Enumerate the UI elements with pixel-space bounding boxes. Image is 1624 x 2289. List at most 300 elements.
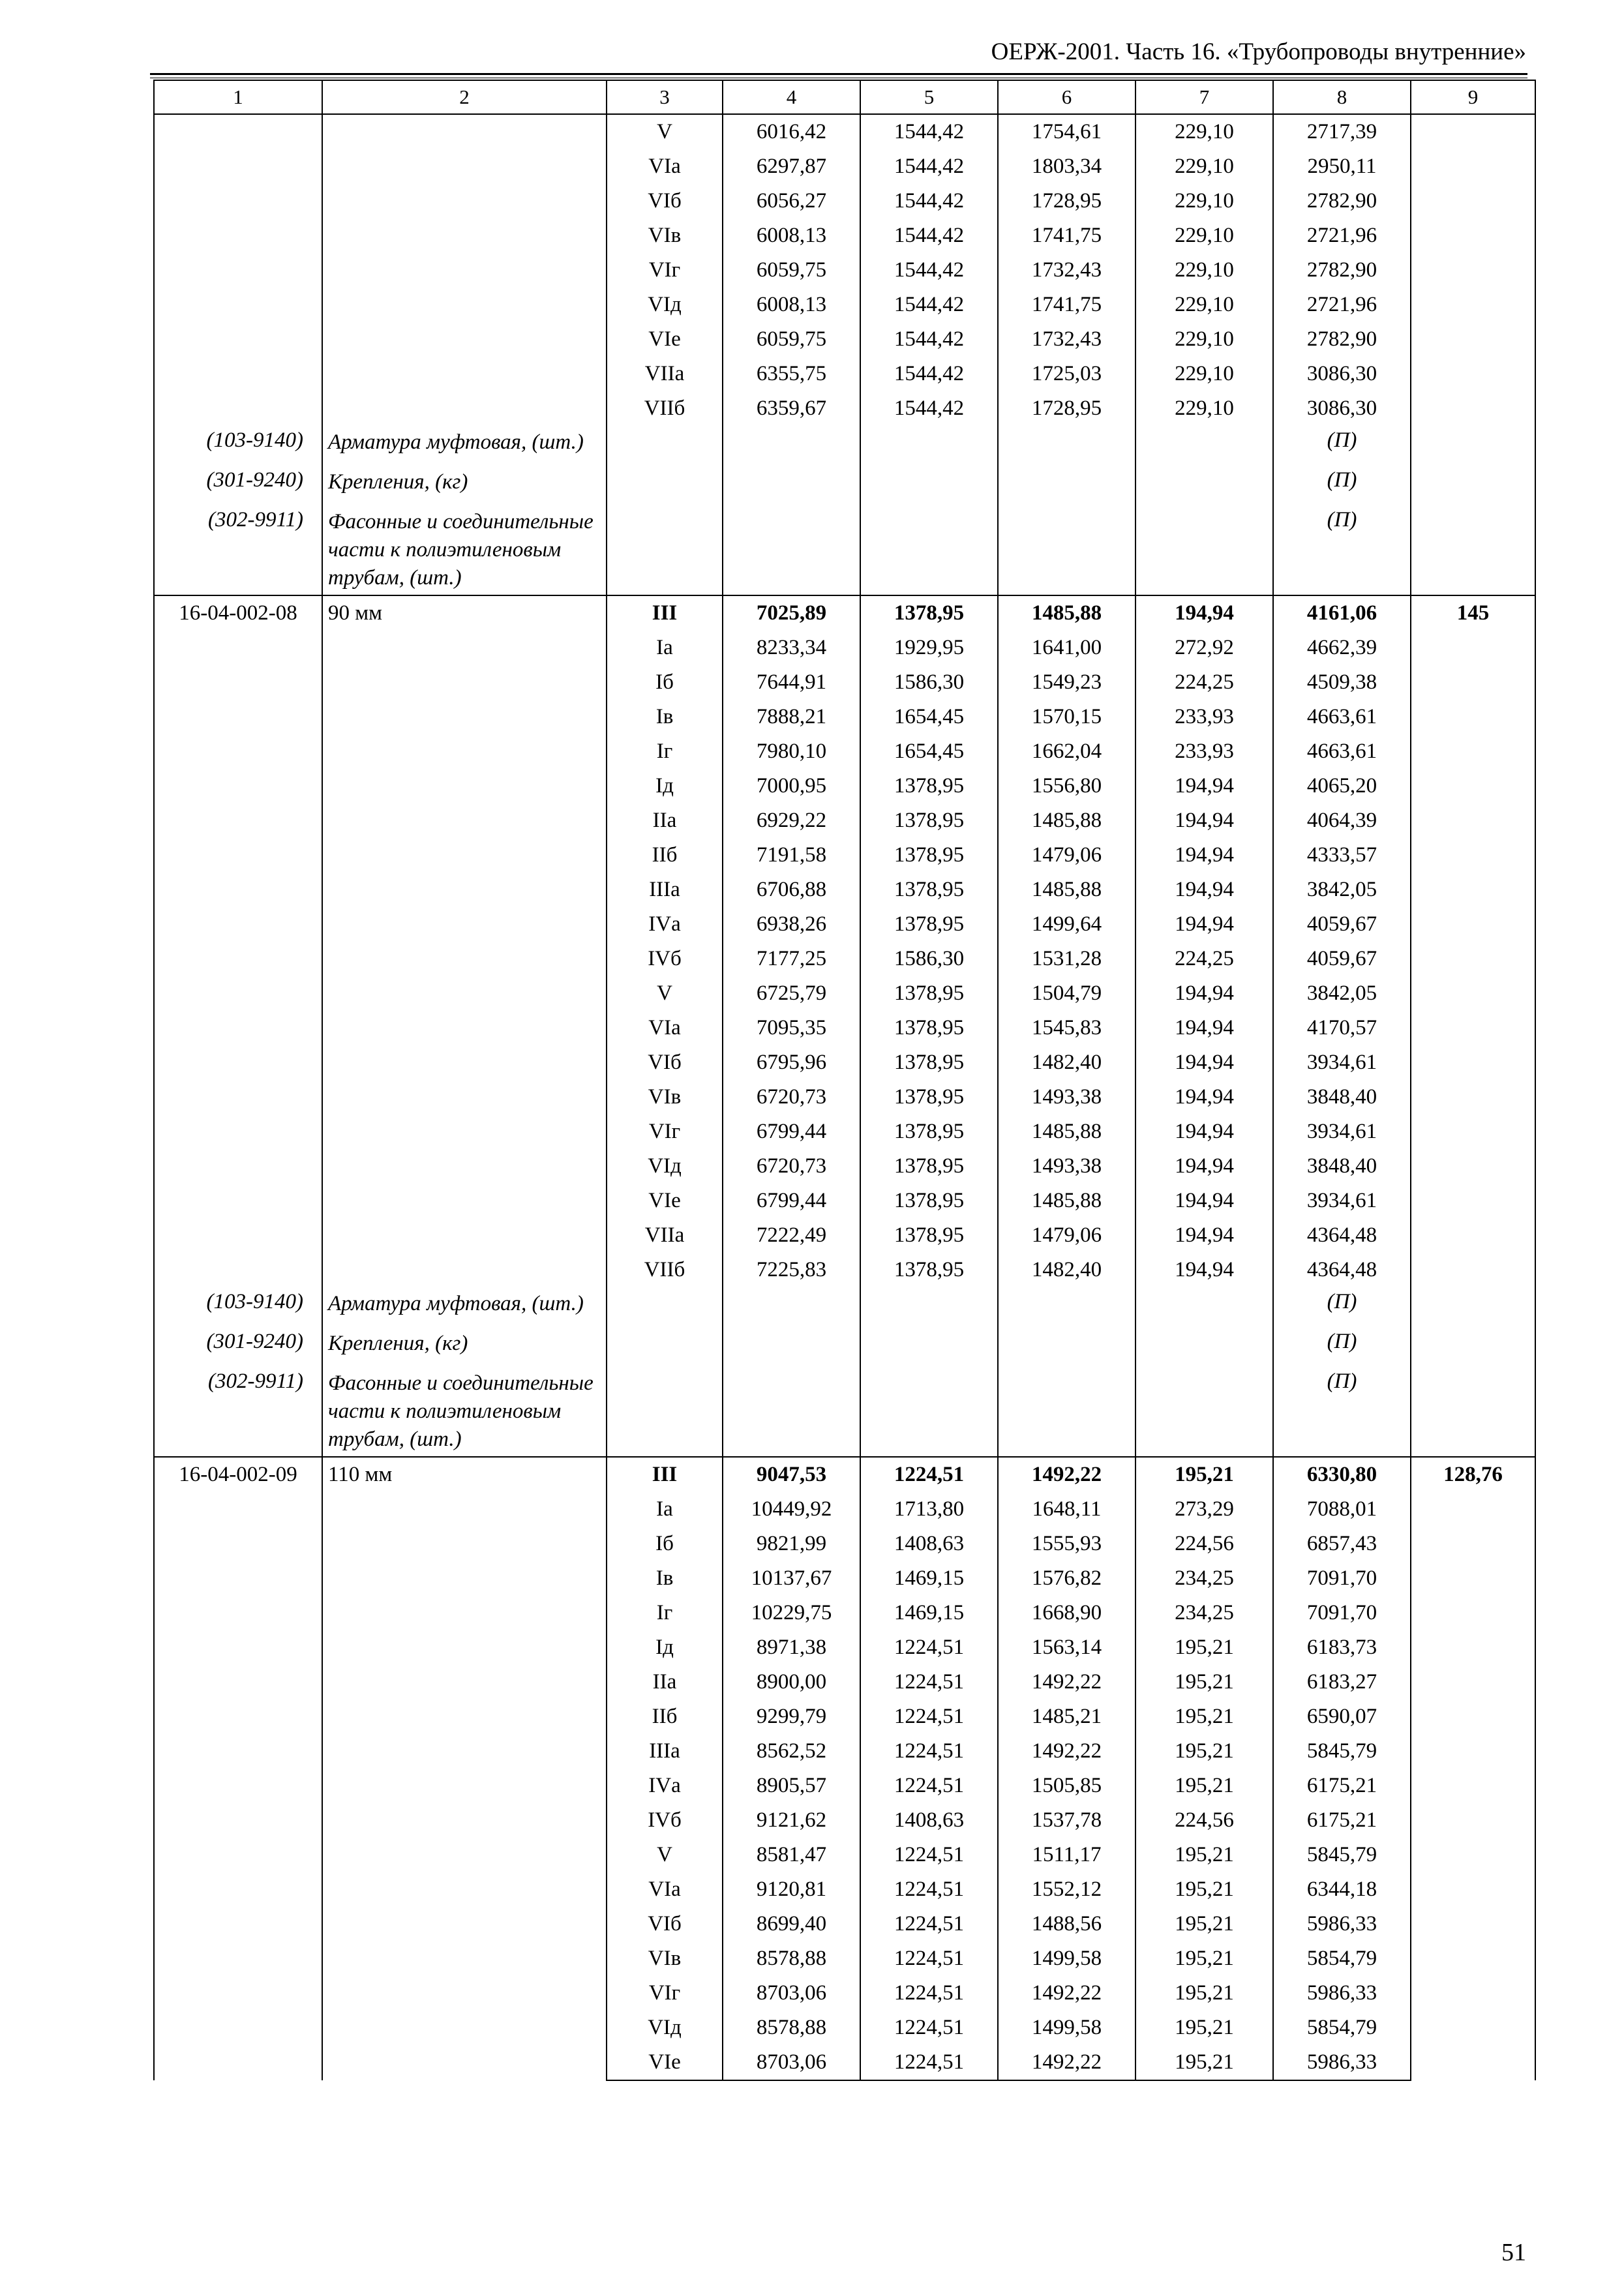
empty-cell: [1135, 1367, 1273, 1457]
region-cell: IIб: [607, 838, 723, 873]
value-cell: 1511,17: [998, 1838, 1135, 1872]
value-cell: 4059,67: [1273, 942, 1411, 976]
name-cell-empty: [322, 114, 607, 426]
region-cell: VIб: [607, 1907, 723, 1941]
empty-cell: [723, 426, 860, 466]
value-cell: 1485,88: [998, 1115, 1135, 1149]
region-cell: VIIа: [607, 357, 723, 391]
value-cell: 2782,90: [1273, 322, 1411, 357]
value-cell: 3086,30: [1273, 391, 1411, 426]
region-cell: VIа: [607, 1872, 723, 1907]
value-cell: 1224,51: [860, 1665, 998, 1699]
region-cell: Iд: [607, 1630, 723, 1665]
resource-code: (302-9911): [154, 505, 322, 595]
value-cell: 9120,81: [723, 1872, 860, 1907]
region-cell: IVб: [607, 1803, 723, 1838]
value-cell: 7644,91: [723, 665, 860, 700]
value-cell: 6799,44: [723, 1184, 860, 1218]
value-cell: 10449,92: [723, 1492, 860, 1527]
value-cell: 194,94: [1135, 907, 1273, 942]
value-cell: 194,94: [1135, 803, 1273, 838]
region-cell: IIIа: [607, 873, 723, 907]
attachment-row: [154, 1367, 1535, 1457]
col9-value: 128,76: [1411, 1457, 1535, 2080]
value-cell: 1378,95: [860, 1149, 998, 1184]
region-cell: Iб: [607, 665, 723, 700]
resource-code: (103-9140): [154, 426, 322, 466]
value-cell: 3934,61: [1273, 1045, 1411, 1080]
value-cell: 7225,83: [723, 1253, 860, 1287]
value-cell: 4662,39: [1273, 631, 1411, 665]
value-cell: 1378,95: [860, 873, 998, 907]
value-cell: 194,94: [1135, 976, 1273, 1011]
value-cell: 1544,42: [860, 114, 998, 149]
empty-cell: [607, 1367, 723, 1457]
value-cell: 1378,95: [860, 1011, 998, 1045]
value-cell: 194,94: [1135, 1149, 1273, 1184]
value-cell: 9121,62: [723, 1803, 860, 1838]
value-cell: 1545,83: [998, 1011, 1135, 1045]
value-cell: 8233,34: [723, 631, 860, 665]
value-cell: 8905,57: [723, 1769, 860, 1803]
region-cell: Iг: [607, 1596, 723, 1630]
empty-cell: [998, 466, 1135, 505]
value-cell: 195,21: [1135, 2011, 1273, 2045]
region-cell: IIб: [607, 1699, 723, 1734]
value-cell: 1741,75: [998, 288, 1135, 322]
value-cell: 1224,51: [860, 1630, 998, 1665]
value-cell: 7091,70: [1273, 1596, 1411, 1630]
value-cell: 5854,79: [1273, 2011, 1411, 2045]
table-row: [154, 114, 1535, 149]
empty-cell: [998, 1327, 1135, 1367]
value-cell: 224,25: [1135, 665, 1273, 700]
value-cell: 1499,58: [998, 2011, 1135, 2045]
value-cell: 9821,99: [723, 1527, 860, 1561]
value-cell: 10137,67: [723, 1561, 860, 1596]
value-cell: 6016,42: [723, 114, 860, 149]
value-cell: 7088,01: [1273, 1492, 1411, 1527]
empty-cell: [998, 505, 1135, 595]
value-cell: 6359,67: [723, 391, 860, 426]
value-cell: 1725,03: [998, 357, 1135, 391]
value-cell: 1378,95: [860, 1218, 998, 1253]
column-number: 9: [1411, 80, 1535, 114]
value-cell: 9299,79: [723, 1699, 860, 1734]
empty-cell: [1411, 1327, 1535, 1367]
value-cell: 6183,73: [1273, 1630, 1411, 1665]
pipe-diameter: 90 мм: [322, 595, 607, 1287]
value-cell: 1492,22: [998, 1976, 1135, 2011]
value-cell: 1563,14: [998, 1630, 1135, 1665]
region-cell: VIг: [607, 1976, 723, 2011]
value-cell: 1544,42: [860, 218, 998, 253]
empty-cell: [1135, 505, 1273, 595]
value-cell: 1556,80: [998, 769, 1135, 803]
column-number: 8: [1273, 80, 1411, 114]
value-cell: 1479,06: [998, 838, 1135, 873]
region-cell: VIе: [607, 2045, 723, 2080]
empty-cell: [1411, 426, 1535, 466]
code-cell-empty: [154, 114, 322, 426]
value-cell: 229,10: [1135, 114, 1273, 149]
column-number-row: [154, 80, 1535, 114]
region-cell: VIа: [607, 149, 723, 184]
resource-name: Арматура муфтовая, (шт.): [322, 426, 607, 466]
value-cell: 1224,51: [860, 1838, 998, 1872]
value-cell: 5986,33: [1273, 1907, 1411, 1941]
value-cell: 1485,88: [998, 595, 1135, 631]
region-cell: III: [607, 1457, 723, 1492]
value-cell: 8699,40: [723, 1907, 860, 1941]
region-cell: VIе: [607, 1184, 723, 1218]
value-cell: 6706,88: [723, 873, 860, 907]
value-cell: 1499,64: [998, 907, 1135, 942]
empty-cell: [723, 1327, 860, 1367]
value-cell: 8578,88: [723, 2011, 860, 2045]
value-cell: 7191,58: [723, 838, 860, 873]
value-cell: 8900,00: [723, 1665, 860, 1699]
region-cell: IIа: [607, 1665, 723, 1699]
region-cell: VIб: [607, 1045, 723, 1080]
value-cell: 1378,95: [860, 838, 998, 873]
value-cell: 229,10: [1135, 391, 1273, 426]
value-cell: 195,21: [1135, 1838, 1273, 1872]
region-cell: VIе: [607, 322, 723, 357]
value-cell: 195,21: [1135, 2045, 1273, 2080]
value-cell: 1224,51: [860, 1699, 998, 1734]
resource-note: (П): [1273, 505, 1411, 595]
region-cell: V: [607, 1838, 723, 1872]
region-cell: Iв: [607, 700, 723, 734]
value-cell: 6056,27: [723, 184, 860, 218]
resource-code: (301-9240): [154, 466, 322, 505]
region-cell: Iа: [607, 1492, 723, 1527]
resource-name: Фасонные и соединительные части к полиэтиленовым трубам, (шт.): [322, 1367, 607, 1457]
empty-cell: [1411, 1367, 1535, 1457]
header-rule: [150, 73, 1527, 75]
column-number: 5: [860, 80, 998, 114]
column-number: 1: [154, 80, 322, 114]
value-cell: 1224,51: [860, 1907, 998, 1941]
value-cell: 1549,23: [998, 665, 1135, 700]
value-cell: 1408,63: [860, 1527, 998, 1561]
col9-cell-empty: [1411, 114, 1535, 426]
value-cell: 194,94: [1135, 1080, 1273, 1115]
region-cell: VIб: [607, 184, 723, 218]
value-cell: 195,21: [1135, 1941, 1273, 1976]
value-cell: 224,56: [1135, 1527, 1273, 1561]
value-cell: 7000,95: [723, 769, 860, 803]
value-cell: 6929,22: [723, 803, 860, 838]
value-cell: 6795,96: [723, 1045, 860, 1080]
value-cell: 8703,06: [723, 1976, 860, 2011]
page-number: 51: [1501, 2239, 1526, 2266]
value-cell: 234,25: [1135, 1596, 1273, 1630]
resource-note: (П): [1273, 426, 1411, 466]
value-cell: 6008,13: [723, 288, 860, 322]
value-cell: 1504,79: [998, 976, 1135, 1011]
value-cell: 194,94: [1135, 873, 1273, 907]
value-cell: 5845,79: [1273, 1838, 1411, 1872]
region-cell: IVб: [607, 942, 723, 976]
value-cell: 4509,38: [1273, 665, 1411, 700]
value-cell: 1488,56: [998, 1907, 1135, 1941]
resource-note: (П): [1273, 466, 1411, 505]
value-cell: 1929,95: [860, 631, 998, 665]
region-cell: VIа: [607, 1011, 723, 1045]
value-cell: 8703,06: [723, 2045, 860, 2080]
empty-cell: [723, 466, 860, 505]
value-cell: 1728,95: [998, 184, 1135, 218]
resource-note: (П): [1273, 1367, 1411, 1457]
value-cell: 1224,51: [860, 1769, 998, 1803]
value-cell: 1544,42: [860, 149, 998, 184]
value-cell: 1728,95: [998, 391, 1135, 426]
value-cell: 1492,22: [998, 2045, 1135, 2080]
value-cell: 224,25: [1135, 942, 1273, 976]
value-cell: 195,21: [1135, 1734, 1273, 1769]
value-cell: 8578,88: [723, 1941, 860, 1976]
value-cell: 1378,95: [860, 976, 998, 1011]
value-cell: 1544,42: [860, 322, 998, 357]
value-cell: 194,94: [1135, 769, 1273, 803]
value-cell: 1741,75: [998, 218, 1135, 253]
value-cell: 1505,85: [998, 1769, 1135, 1803]
value-cell: 2782,90: [1273, 253, 1411, 288]
value-cell: 1648,11: [998, 1492, 1135, 1527]
value-cell: 195,21: [1135, 1976, 1273, 2011]
value-cell: 1544,42: [860, 253, 998, 288]
region-cell: Iг: [607, 734, 723, 769]
value-cell: 194,94: [1135, 1218, 1273, 1253]
pipe-diameter: 110 мм: [322, 1457, 607, 2080]
region-cell: VIд: [607, 288, 723, 322]
empty-cell: [607, 466, 723, 505]
value-cell: 195,21: [1135, 1699, 1273, 1734]
value-cell: 2782,90: [1273, 184, 1411, 218]
rate-code: 16-04-002-09: [154, 1457, 322, 2080]
col9-value: 145: [1411, 595, 1535, 1287]
value-cell: 5986,33: [1273, 2045, 1411, 2080]
value-cell: 1641,00: [998, 631, 1135, 665]
value-cell: 1537,78: [998, 1803, 1135, 1838]
value-cell: 1469,15: [860, 1561, 998, 1596]
value-cell: 6799,44: [723, 1115, 860, 1149]
value-cell: 229,10: [1135, 322, 1273, 357]
value-cell: 1378,95: [860, 1045, 998, 1080]
value-cell: 6175,21: [1273, 1769, 1411, 1803]
value-cell: 1378,95: [860, 1080, 998, 1115]
value-cell: 1224,51: [860, 1976, 998, 2011]
value-cell: 1544,42: [860, 357, 998, 391]
value-cell: 10229,75: [723, 1596, 860, 1630]
value-cell: 1531,28: [998, 942, 1135, 976]
page-header: ОЕРЖ-2001. Часть 16. «Трубопроводы внутренние»: [991, 38, 1526, 65]
empty-cell: [998, 1287, 1135, 1327]
value-cell: 1378,95: [860, 1184, 998, 1218]
value-cell: 1224,51: [860, 2045, 998, 2080]
region-cell: Iа: [607, 631, 723, 665]
value-cell: 1586,30: [860, 942, 998, 976]
region-cell: VIIа: [607, 1218, 723, 1253]
value-cell: 1485,88: [998, 873, 1135, 907]
region-cell: VIв: [607, 1941, 723, 1976]
region-cell: IIа: [607, 803, 723, 838]
value-cell: 4364,48: [1273, 1218, 1411, 1253]
region-cell: VIIб: [607, 391, 723, 426]
value-cell: 4170,57: [1273, 1011, 1411, 1045]
value-cell: 3842,05: [1273, 976, 1411, 1011]
empty-cell: [860, 466, 998, 505]
empty-cell: [1135, 466, 1273, 505]
value-cell: 233,93: [1135, 700, 1273, 734]
resource-name: Крепления, (кг): [322, 1327, 607, 1367]
value-cell: 1803,34: [998, 149, 1135, 184]
resource-name: Фасонные и соединительные части к полиэтиленовым трубам, (шт.): [322, 505, 607, 595]
region-cell: III: [607, 595, 723, 631]
value-cell: 6720,73: [723, 1149, 860, 1184]
value-cell: 195,21: [1135, 1630, 1273, 1665]
empty-cell: [860, 1367, 998, 1457]
value-cell: 7095,35: [723, 1011, 860, 1045]
value-cell: 8562,52: [723, 1734, 860, 1769]
table-row: [154, 1457, 1535, 1492]
value-cell: 1654,45: [860, 734, 998, 769]
value-cell: 1224,51: [860, 1872, 998, 1907]
value-cell: 6857,43: [1273, 1527, 1411, 1561]
value-cell: 1732,43: [998, 322, 1135, 357]
empty-cell: [607, 426, 723, 466]
attachment-row: [154, 505, 1535, 595]
value-cell: 1479,06: [998, 1218, 1135, 1253]
value-cell: 195,21: [1135, 1907, 1273, 1941]
value-cell: 1576,82: [998, 1561, 1135, 1596]
value-cell: 4064,39: [1273, 803, 1411, 838]
empty-cell: [1411, 1287, 1535, 1327]
empty-cell: [1411, 466, 1535, 505]
empty-cell: [860, 505, 998, 595]
value-cell: 7177,25: [723, 942, 860, 976]
value-cell: 2721,96: [1273, 218, 1411, 253]
value-cell: 229,10: [1135, 218, 1273, 253]
attachment-row: [154, 466, 1535, 505]
region-cell: Iд: [607, 769, 723, 803]
value-cell: 1378,95: [860, 803, 998, 838]
value-cell: 6059,75: [723, 322, 860, 357]
value-cell: 7025,89: [723, 595, 860, 631]
value-cell: 229,10: [1135, 149, 1273, 184]
value-cell: 194,94: [1135, 1253, 1273, 1287]
value-cell: 3086,30: [1273, 357, 1411, 391]
region-cell: VIв: [607, 1080, 723, 1115]
region-cell: VIг: [607, 253, 723, 288]
value-cell: 1485,21: [998, 1699, 1135, 1734]
value-cell: 1485,88: [998, 803, 1135, 838]
value-cell: 1668,90: [998, 1596, 1135, 1630]
value-cell: 7091,70: [1273, 1561, 1411, 1596]
value-cell: 194,94: [1135, 1115, 1273, 1149]
value-cell: 7888,21: [723, 700, 860, 734]
resource-code: (103-9140): [154, 1287, 322, 1327]
value-cell: 1378,95: [860, 1253, 998, 1287]
region-cell: VIд: [607, 1149, 723, 1184]
value-cell: 229,10: [1135, 253, 1273, 288]
value-cell: 229,10: [1135, 357, 1273, 391]
value-cell: 194,94: [1135, 595, 1273, 631]
value-cell: 1732,43: [998, 253, 1135, 288]
value-cell: 1555,93: [998, 1527, 1135, 1561]
value-cell: 3934,61: [1273, 1115, 1411, 1149]
value-cell: 195,21: [1135, 1457, 1273, 1492]
value-cell: 4161,06: [1273, 595, 1411, 631]
value-cell: 1469,15: [860, 1596, 998, 1630]
value-cell: 233,93: [1135, 734, 1273, 769]
value-cell: 224,56: [1135, 1803, 1273, 1838]
resource-note: (П): [1273, 1327, 1411, 1367]
value-cell: 1408,63: [860, 1803, 998, 1838]
value-cell: 6355,75: [723, 357, 860, 391]
empty-cell: [607, 505, 723, 595]
value-cell: 194,94: [1135, 1011, 1273, 1045]
region-cell: V: [607, 114, 723, 149]
region-cell: IVа: [607, 1769, 723, 1803]
value-cell: 4059,67: [1273, 907, 1411, 942]
value-cell: 1713,80: [860, 1492, 998, 1527]
region-cell: Iв: [607, 1561, 723, 1596]
value-cell: 4663,61: [1273, 734, 1411, 769]
value-cell: 194,94: [1135, 1045, 1273, 1080]
region-cell: IVа: [607, 907, 723, 942]
value-cell: 2950,11: [1273, 149, 1411, 184]
rate-code: 16-04-002-08: [154, 595, 322, 1287]
table-row: [154, 595, 1535, 631]
value-cell: 7222,49: [723, 1218, 860, 1253]
empty-cell: [860, 1287, 998, 1327]
column-number: 4: [723, 80, 860, 114]
region-cell: VIд: [607, 2011, 723, 2045]
value-cell: 1754,61: [998, 114, 1135, 149]
region-cell: V: [607, 976, 723, 1011]
value-cell: 1224,51: [860, 1734, 998, 1769]
value-cell: 234,25: [1135, 1561, 1273, 1596]
value-cell: 6330,80: [1273, 1457, 1411, 1492]
resource-code: (302-9911): [154, 1367, 322, 1457]
value-cell: 195,21: [1135, 1769, 1273, 1803]
column-number: 3: [607, 80, 723, 114]
region-cell: IIIа: [607, 1734, 723, 1769]
value-cell: 3842,05: [1273, 873, 1411, 907]
value-cell: 1378,95: [860, 769, 998, 803]
value-cell: 3934,61: [1273, 1184, 1411, 1218]
empty-cell: [1135, 1327, 1273, 1367]
value-cell: 195,21: [1135, 1665, 1273, 1699]
value-cell: 5845,79: [1273, 1734, 1411, 1769]
empty-cell: [860, 1327, 998, 1367]
attachment-row: [154, 426, 1535, 466]
value-cell: 4364,48: [1273, 1253, 1411, 1287]
value-cell: 6344,18: [1273, 1872, 1411, 1907]
region-cell: Iб: [607, 1527, 723, 1561]
value-cell: 4663,61: [1273, 700, 1411, 734]
value-cell: 1378,95: [860, 907, 998, 942]
empty-cell: [607, 1327, 723, 1367]
value-cell: 6175,21: [1273, 1803, 1411, 1838]
value-cell: 6297,87: [723, 149, 860, 184]
value-cell: 1492,22: [998, 1734, 1135, 1769]
value-cell: 229,10: [1135, 288, 1273, 322]
value-cell: 1654,45: [860, 700, 998, 734]
